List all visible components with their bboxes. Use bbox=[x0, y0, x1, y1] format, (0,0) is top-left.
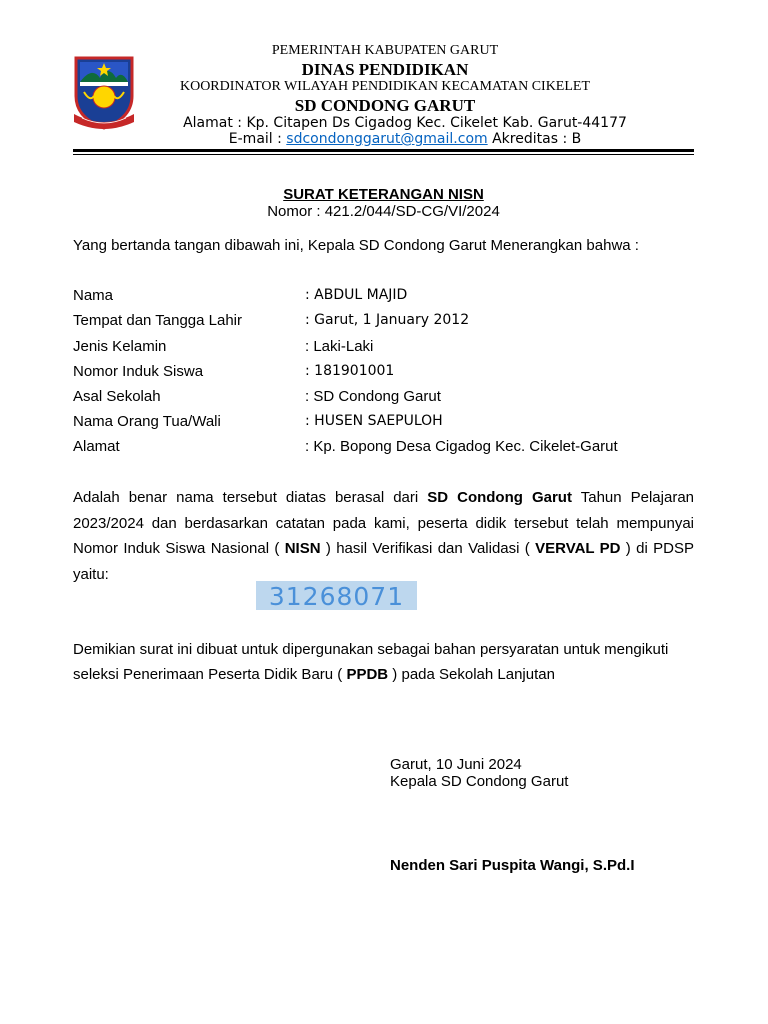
field-label-nis: Nomor Induk Siswa bbox=[73, 363, 204, 380]
field-label-gender: Jenis Kelamin bbox=[73, 338, 167, 355]
field-value-address: : Kp. Bopong Desa Cigadog Kec. Cikelet-Garut bbox=[305, 438, 618, 455]
field-label-nama: Nama bbox=[73, 287, 114, 304]
email-label: E-mail : bbox=[228, 131, 287, 147]
letterhead-divider-thin bbox=[73, 154, 694, 155]
field-label-parent: Nama Orang Tua/Wali bbox=[73, 413, 221, 430]
para-text-2: Tahun Pelajaran 2023/2024 dan berdasarkan catatan pada kami, peserta didik tersebut telah mempunyai Nomor Induk Siswa Nasional ( bbox=[73, 489, 695, 557]
field-value-school: : SD Condong Garut bbox=[305, 388, 441, 405]
para-text-4: ) di PDSP yaitu: bbox=[73, 540, 694, 583]
para-school-name: SD Condong Garut bbox=[427, 489, 572, 506]
para-text-3: ) hasil Verifikasi dan Validasi ( bbox=[320, 540, 536, 557]
garut-regency-crest-logo bbox=[70, 52, 138, 132]
closing-ppdb-label: PPDB bbox=[346, 666, 389, 683]
signature-place-date: Garut, 10 Juni 2024 bbox=[390, 756, 522, 773]
closing-text-1: Demikian surat ini dibuat untuk dipergunakan sebagai bahan persyaratan untuk mengikuti seleksi Penerimaan Peserta Didik Baru ( bbox=[73, 641, 669, 683]
letterhead-department: DINAS PENDIDIKAN bbox=[301, 60, 469, 79]
field-label-birth: Tempat dan Tangga Lahir bbox=[73, 312, 243, 329]
closing-text-2: ) pada Sekolah Lanjutan bbox=[388, 666, 555, 683]
letterhead-government: PEMERINTAH KABUPATEN GARUT bbox=[271, 43, 499, 58]
letterhead-divider-thick bbox=[73, 149, 694, 152]
para-verval-label: VERVAL PD bbox=[535, 540, 621, 557]
field-value-parent: : HUSEN SAEPULOH bbox=[305, 413, 443, 429]
letterhead-address: Alamat : Kp. Citapen Ds Cigadog Kec. Cikelet Kab. Garut-44177 bbox=[183, 115, 627, 131]
para-nisn-label: NISN bbox=[284, 540, 321, 557]
document-title: SURAT KETERANGAN NISN bbox=[283, 186, 484, 203]
field-value-gender: : Laki-Laki bbox=[305, 338, 374, 355]
field-value-birth: : Garut, 1 January 2012 bbox=[305, 312, 470, 328]
para-text-1: Adalah benar nama tersebut diatas berasal dari bbox=[73, 489, 428, 506]
field-value-nis: : 181901001 bbox=[305, 363, 395, 379]
nisn-number: 31268071 bbox=[256, 581, 417, 610]
email-link[interactable]: sdcondonggarut@gmail.com bbox=[286, 131, 488, 147]
field-label-school: Asal Sekolah bbox=[73, 388, 161, 405]
letterhead-school-name: SD CONDONG GARUT bbox=[294, 96, 476, 115]
letterhead-contact bbox=[130, 131, 680, 147]
intro-statement: Yang bertanda tangan dibawah ini, Kepala SD Condong Garut Menerangkan bahwa : bbox=[73, 237, 639, 254]
closing-paragraph bbox=[73, 637, 694, 687]
field-value-nama: : ABDUL MAJID bbox=[305, 287, 408, 303]
field-label-address: Alamat bbox=[73, 438, 120, 455]
document-number: Nomor : 421.2/044/SD-CG/VI/2024 bbox=[267, 203, 500, 220]
signature-title: Kepala SD Condong Garut bbox=[390, 773, 569, 790]
accreditation: Akreditas : B bbox=[487, 131, 582, 147]
letterhead-coordinator: KOORDINATOR WILAYAH PENDIDIKAN KECAMATAN CIKELET bbox=[179, 79, 591, 94]
statement-paragraph bbox=[73, 485, 694, 587]
signature-name: Nenden Sari Puspita Wangi, S.Pd.I bbox=[390, 857, 635, 874]
